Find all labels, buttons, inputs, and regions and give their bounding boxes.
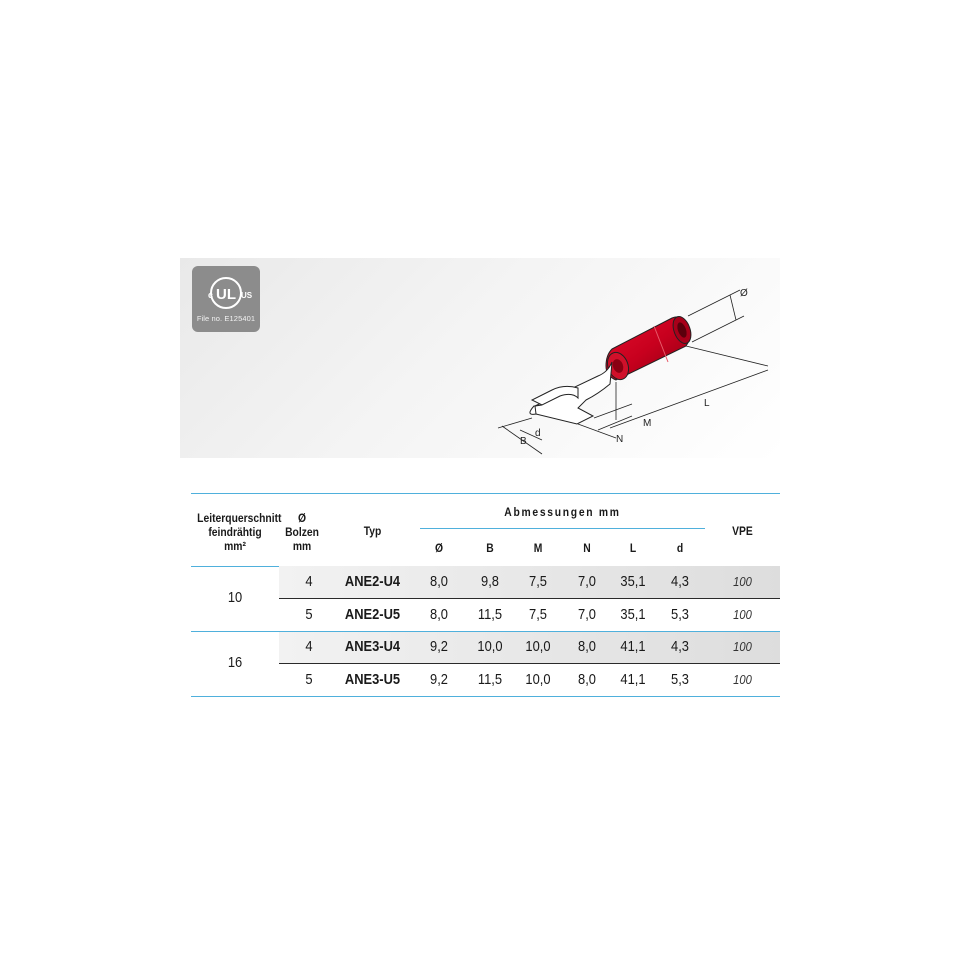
header-dim-0: Ø <box>434 541 444 555</box>
dim-label-d: d <box>535 428 541 439</box>
dimension-cell: 11,5 <box>477 606 503 623</box>
dimension-cell: 8,0 <box>578 638 596 655</box>
header-bolt-line1: Ø <box>297 511 307 525</box>
table-top-rule <box>191 493 780 494</box>
header-conductor <box>197 511 282 553</box>
bolt-size-cell: 5 <box>305 606 313 623</box>
dimension-cell: 7,5 <box>529 573 547 590</box>
type-cell: ANE3-U5 <box>344 671 401 688</box>
dimension-cell: 7,0 <box>578 573 596 590</box>
dimension-cell: 10,0 <box>477 638 503 655</box>
type-cell: ANE2-U5 <box>344 606 401 623</box>
ul-mark: UL <box>216 286 236 303</box>
table-row <box>279 599 780 631</box>
dimension-cell: 9,2 <box>430 671 448 688</box>
dimension-cell: 10,0 <box>525 671 551 688</box>
dimension-cell: 11,5 <box>477 671 503 688</box>
bolt-size-cell: 4 <box>305 573 313 590</box>
header-bolt-line3: mm <box>292 539 312 553</box>
vpe-cell: 100 <box>733 574 752 589</box>
fork-terminal-drawing <box>180 258 780 458</box>
dimension-cell: 10,0 <box>525 638 551 655</box>
vpe-cell: 100 <box>733 639 752 654</box>
table-bottom-rule <box>191 696 780 697</box>
dimension-cell: 8,0 <box>578 671 596 688</box>
ul-file-number: File no. E125401 <box>196 314 256 323</box>
dimension-cell: 41,1 <box>620 671 646 688</box>
bolt-size-cell: 4 <box>305 638 313 655</box>
group-separator-rule <box>191 631 780 632</box>
dimension-cell: 5,3 <box>671 671 689 688</box>
dimension-cell: 4,3 <box>671 573 689 590</box>
header-vpe: VPE <box>732 524 753 538</box>
bolt-size-cell: 5 <box>305 671 313 688</box>
table-row <box>279 631 780 663</box>
dimension-cell: 35,1 <box>620 606 646 623</box>
dimension-cell: 9,2 <box>430 638 448 655</box>
dimension-cell: 8,0 <box>430 606 448 623</box>
type-cell: ANE3-U4 <box>344 638 401 655</box>
dimension-cell: 9,8 <box>481 573 499 590</box>
dimension-cell: 5,3 <box>671 606 689 623</box>
type-cell: ANE2-U4 <box>344 573 401 590</box>
product-figure <box>180 258 780 458</box>
header-dim-2: M <box>533 541 543 555</box>
insulation-sleeve <box>604 314 694 382</box>
dimensions-rule <box>420 528 705 529</box>
vpe-cell: 100 <box>733 672 752 687</box>
header-conductor-line2: feindrähtig <box>208 525 262 539</box>
header-dim-3: N <box>583 541 591 555</box>
dimension-cell: 41,1 <box>620 638 646 655</box>
header-dim-4: L <box>629 541 637 555</box>
dimension-cell: 7,0 <box>578 606 596 623</box>
dimension-cell: 4,3 <box>671 638 689 655</box>
dim-label-diameter: Ø <box>740 288 748 299</box>
dim-label-L: L <box>704 398 710 409</box>
metal-fork <box>530 362 612 424</box>
cross-section-value: 10 <box>227 589 243 606</box>
cross-section-value: 16 <box>227 654 243 671</box>
dim-label-N: N <box>616 434 624 445</box>
header-conductor-line1: Leiterquerschnitt <box>197 511 282 525</box>
ul-us-mark: US <box>241 291 253 300</box>
ul-c-mark: c <box>208 290 214 300</box>
dimension-cell: 7,5 <box>529 606 547 623</box>
header-bolt <box>282 511 322 553</box>
dimension-cell: 8,0 <box>430 573 448 590</box>
vpe-cell: 100 <box>733 607 752 622</box>
dim-label-M: M <box>643 418 652 429</box>
header-dim-5: d <box>676 541 684 555</box>
header-bolt-line2: Bolzen <box>285 525 319 539</box>
header-dim-1: B <box>486 541 494 555</box>
table-row <box>279 566 780 598</box>
header-conductor-line3: mm² <box>224 539 246 553</box>
dim-label-B: B <box>520 436 527 447</box>
dimension-cell: 35,1 <box>620 573 646 590</box>
header-type: Typ <box>363 524 382 538</box>
header-dimensions: Abmessungen mm <box>504 505 621 519</box>
table-row <box>279 664 780 696</box>
